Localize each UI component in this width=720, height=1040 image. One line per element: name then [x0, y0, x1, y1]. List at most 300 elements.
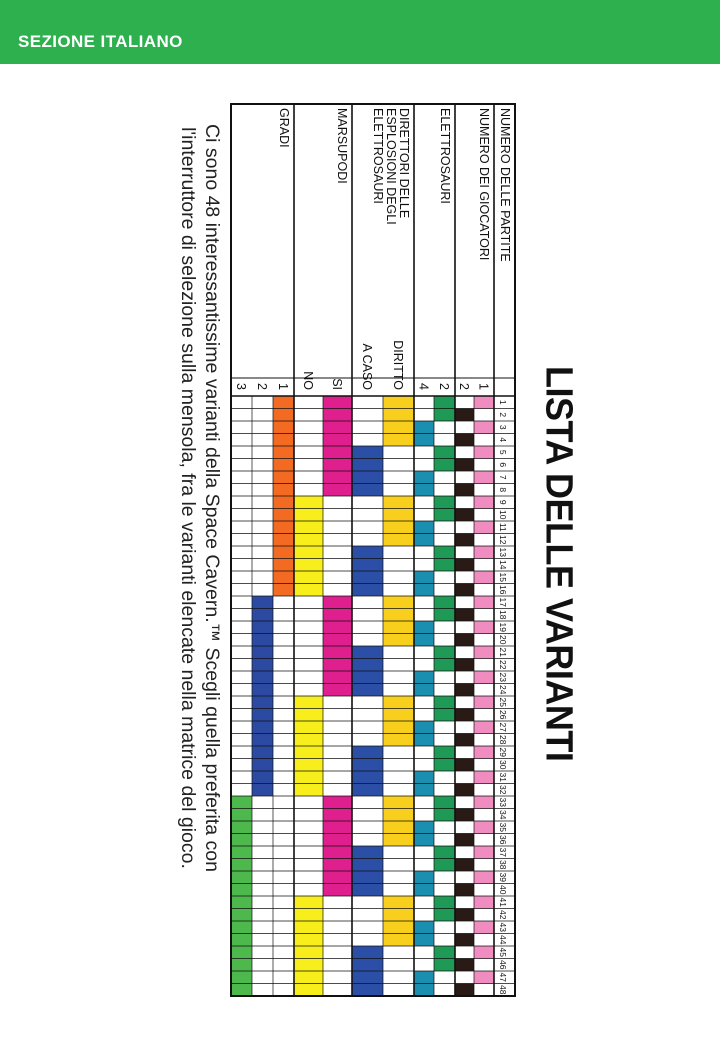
variant-cell-r1-s1-g24	[455, 684, 474, 697]
variant-cell-r2-s0-g22	[434, 659, 455, 672]
variant-cell-r1-s1-g16	[455, 584, 474, 597]
game-number-29: 29	[498, 747, 508, 757]
variant-cell-r2-s1-g40	[414, 884, 434, 897]
variant-cell-r1-s0-g47	[474, 971, 494, 984]
game-number-33: 33	[498, 797, 508, 807]
row-label-3: ESPLOSIONI DEGLI	[384, 108, 398, 225]
variant-cell-r5-s2-g38	[231, 859, 252, 872]
variant-cell-r3-s0-g17	[383, 596, 414, 609]
variant-cell-r5-s2-g48	[231, 984, 252, 997]
variant-cell-r3-s1-g29	[352, 746, 383, 759]
variant-cell-r3-s0-g26	[383, 709, 414, 722]
option-label-2-1: 4	[416, 383, 431, 390]
game-number-12: 12	[498, 535, 508, 545]
variant-cell-r4-s1-g16	[294, 584, 323, 597]
game-number-20: 20	[498, 635, 508, 645]
game-number-15: 15	[498, 572, 508, 582]
game-number-32: 32	[498, 785, 508, 795]
variant-cell-r3-s1-g22	[352, 659, 383, 672]
variant-cell-r3-s1-g24	[352, 684, 383, 697]
variant-cell-r1-s0-g23	[474, 671, 494, 684]
variant-cell-r2-s0-g46	[434, 959, 455, 972]
variant-cell-r3-s1-g14	[352, 559, 383, 572]
option-label-3-1: A CASO	[360, 343, 374, 390]
variant-cell-r1-s1-g6	[455, 459, 474, 472]
variant-cell-r4-s1-g14	[294, 559, 323, 572]
variant-cell-r4-s1-g32	[294, 784, 323, 797]
variant-cell-r1-s0-g45	[474, 946, 494, 959]
variant-cell-r3-s0-g4	[383, 434, 414, 447]
variant-cell-r5-s1-g17	[252, 596, 273, 609]
variant-cell-r3-s1-g8	[352, 484, 383, 497]
variant-cell-r5-s1-g27	[252, 721, 273, 734]
variant-cell-r5-s1-g18	[252, 609, 273, 622]
variant-cell-r4-s0-g2	[323, 409, 352, 422]
variant-cell-r1-s0-g39	[474, 871, 494, 884]
variant-cell-r3-s0-g33	[383, 796, 414, 809]
variant-cell-r5-s2-g33	[231, 796, 252, 809]
variant-cell-r5-s1-g30	[252, 759, 273, 772]
variant-cell-r4-s0-g3	[323, 421, 352, 434]
variant-cell-r2-s1-g44	[414, 934, 434, 947]
variant-cell-r5-s1-g28	[252, 734, 273, 747]
variant-cell-r4-s1-g45	[294, 946, 323, 959]
variant-cell-r2-s0-g10	[434, 509, 455, 522]
game-number-37: 37	[498, 847, 508, 857]
variant-cell-r4-s1-g9	[294, 496, 323, 509]
option-label-2-0: 2	[437, 383, 451, 390]
game-number-26: 26	[498, 710, 508, 720]
variant-cell-r4-s0-g37	[323, 846, 352, 859]
variant-cell-r3-s0-g9	[383, 496, 414, 509]
variant-cell-r5-s0-g6	[273, 459, 294, 472]
variant-cell-r2-s0-g6	[434, 459, 455, 472]
variant-cell-r5-s1-g23	[252, 671, 273, 684]
variant-cell-r2-s0-g41	[434, 896, 455, 909]
variant-cell-r3-s0-g42	[383, 909, 414, 922]
variant-cell-r1-s1-g38	[455, 859, 474, 872]
variant-cell-r2-s1-g31	[414, 771, 434, 784]
game-number-11: 11	[498, 522, 508, 532]
variant-cell-r2-s1-g16	[414, 584, 434, 597]
variant-cell-r1-s1-g40	[455, 884, 474, 897]
option-label-5-2: 3	[234, 383, 248, 390]
game-number-48: 48	[498, 985, 508, 995]
variant-cell-r3-s1-g40	[352, 884, 383, 897]
variant-cell-r3-s0-g34	[383, 809, 414, 822]
variant-cell-r3-s0-g11	[383, 521, 414, 534]
variant-cell-r2-s0-g5	[434, 446, 455, 459]
variant-cell-r3-s1-g23	[352, 671, 383, 684]
row-label-1: NUMERO DEI GIOCATORI	[477, 108, 491, 261]
variant-cell-r2-s1-g48	[414, 984, 434, 997]
variant-cell-r2-s0-g26	[434, 709, 455, 722]
variant-cell-r5-s0-g3	[273, 421, 294, 434]
variant-cell-r5-s2-g40	[231, 884, 252, 897]
variant-cell-r3-s0-g19	[383, 621, 414, 634]
game-number-4: 4	[498, 437, 508, 443]
variant-cell-r1-s1-g46	[455, 959, 474, 972]
variant-cell-r1-s1-g12	[455, 534, 474, 547]
variant-cell-r1-s0-g21	[474, 646, 494, 659]
variant-cell-r1-s1-g4	[455, 434, 474, 447]
game-number-17: 17	[498, 597, 508, 607]
variant-cell-r5-s1-g29	[252, 746, 273, 759]
variant-cell-r4-s0-g22	[323, 659, 352, 672]
variant-cell-r3-s1-g15	[352, 571, 383, 584]
variant-cell-r1-s0-g19	[474, 621, 494, 634]
variant-cell-r2-s1-g36	[414, 834, 434, 847]
variant-cell-r5-s0-g8	[273, 484, 294, 497]
variant-cell-r1-s0-g27	[474, 721, 494, 734]
variant-cell-r2-s1-g23	[414, 671, 434, 684]
variant-cell-r1-s0-g5	[474, 446, 494, 459]
variant-cell-r3-s1-g37	[352, 846, 383, 859]
variant-cell-r3-s1-g16	[352, 584, 383, 597]
game-number-30: 30	[498, 760, 508, 770]
variant-cell-r5-s0-g15	[273, 571, 294, 584]
game-number-25: 25	[498, 697, 508, 707]
variant-cell-r1-s0-g7	[474, 471, 494, 484]
variant-cell-r4-s1-g25	[294, 696, 323, 709]
variant-cell-r3-s0-g12	[383, 534, 414, 547]
variant-cell-r4-s0-g38	[323, 859, 352, 872]
variant-cell-r5-s0-g5	[273, 446, 294, 459]
variant-cell-r1-s1-g42	[455, 909, 474, 922]
variant-cell-r4-s1-g30	[294, 759, 323, 772]
game-number-35: 35	[498, 822, 508, 832]
variant-cell-r4-s0-g34	[323, 809, 352, 822]
variant-cell-r5-s0-g13	[273, 546, 294, 559]
variant-cell-r3-s1-g46	[352, 959, 383, 972]
variant-cell-r4-s0-g24	[323, 684, 352, 697]
variant-cell-r5-s2-g45	[231, 946, 252, 959]
variant-cell-r1-s1-g32	[455, 784, 474, 797]
variant-cell-r4-s1-g46	[294, 959, 323, 972]
variant-cell-r3-s0-g28	[383, 734, 414, 747]
variant-cell-r2-s0-g2	[434, 409, 455, 422]
variant-cell-r2-s1-g28	[414, 734, 434, 747]
variant-cell-r4-s0-g18	[323, 609, 352, 622]
game-number-7: 7	[498, 474, 508, 480]
variant-cell-r5-s1-g24	[252, 684, 273, 697]
option-label-4-1: NO	[301, 371, 315, 390]
variant-cell-r4-s1-g29	[294, 746, 323, 759]
variant-cell-r2-s0-g21	[434, 646, 455, 659]
variant-cell-r4-s0-g6	[323, 459, 352, 472]
variant-cell-r5-s1-g31	[252, 771, 273, 784]
page-title: LISTA DELLE VARIANTI	[538, 366, 582, 762]
game-number-38: 38	[498, 860, 508, 870]
variant-cell-r4-s1-g10	[294, 509, 323, 522]
variant-cell-r1-s1-g36	[455, 834, 474, 847]
game-number-34: 34	[498, 810, 508, 820]
variant-cell-r3-s1-g38	[352, 859, 383, 872]
variant-cell-r4-s0-g39	[323, 871, 352, 884]
variant-cell-r1-s0-g1	[474, 396, 494, 409]
variant-cell-r1-s0-g43	[474, 921, 494, 934]
game-number-47: 47	[498, 972, 508, 982]
game-number-46: 46	[498, 960, 508, 970]
variant-cell-r5-s2-g43	[231, 921, 252, 934]
variant-cell-r1-s1-g34	[455, 809, 474, 822]
variant-cell-r4-s0-g35	[323, 821, 352, 834]
variant-cell-r1-s0-g25	[474, 696, 494, 709]
variant-cell-r4-s1-g12	[294, 534, 323, 547]
variant-cell-r5-s1-g32	[252, 784, 273, 797]
variant-cell-r5-s2-g44	[231, 934, 252, 947]
variant-cell-r4-s1-g15	[294, 571, 323, 584]
variant-cell-r2-s0-g9	[434, 496, 455, 509]
option-label-4-0: SI	[330, 378, 344, 390]
caption-text: Ci sono 48 interessantissime varianti della Space Cavern.™ Scegli quella preferita con l'interruttore di selezione sulla mensola, fra le varianti elencate nella matrice del gioco.	[177, 124, 223, 872]
variant-cell-r5-s0-g4	[273, 434, 294, 447]
variant-cell-r1-s1-g8	[455, 484, 474, 497]
variant-cell-r3-s0-g2	[383, 409, 414, 422]
variant-cell-r2-s1-g39	[414, 871, 434, 884]
game-number-40: 40	[498, 885, 508, 895]
variant-cell-r2-s1-g15	[414, 571, 434, 584]
variant-cell-r5-s2-g41	[231, 896, 252, 909]
variant-cell-r1-s1-g22	[455, 659, 474, 672]
row-label-0: NUMERO DELLE PARTITE	[498, 108, 512, 262]
variant-cell-r2-s1-g43	[414, 921, 434, 934]
variant-cell-r2-s0-g30	[434, 759, 455, 772]
section-title: SEZIONE ITALIANO	[18, 32, 183, 51]
variant-cell-r1-s0-g37	[474, 846, 494, 859]
game-number-8: 8	[498, 487, 508, 493]
variant-cell-r1-s0-g31	[474, 771, 494, 784]
variant-cell-r2-s0-g45	[434, 946, 455, 959]
game-number-5: 5	[498, 449, 508, 455]
variant-cell-r1-s0-g17	[474, 596, 494, 609]
variant-cell-r5-s2-g34	[231, 809, 252, 822]
variant-cell-r4-s1-g26	[294, 709, 323, 722]
variant-cell-r1-s0-g3	[474, 421, 494, 434]
variant-cell-r2-s1-g20	[414, 634, 434, 647]
variant-cell-r1-s1-g14	[455, 559, 474, 572]
variant-cell-r2-s0-g14	[434, 559, 455, 572]
variant-cell-r4-s0-g21	[323, 646, 352, 659]
game-number-19: 19	[498, 622, 508, 632]
variant-cell-r4-s1-g41	[294, 896, 323, 909]
variant-cell-r3-s1-g45	[352, 946, 383, 959]
variant-cell-r5-s0-g2	[273, 409, 294, 422]
variant-cell-r1-s1-g28	[455, 734, 474, 747]
variant-cell-r2-s1-g12	[414, 534, 434, 547]
variant-cell-r5-s2-g37	[231, 846, 252, 859]
variant-cell-r5-s0-g10	[273, 509, 294, 522]
game-number-43: 43	[498, 922, 508, 932]
game-number-2: 2	[498, 412, 508, 418]
variant-cell-r2-s1-g4	[414, 434, 434, 447]
variant-cell-r4-s0-g17	[323, 596, 352, 609]
variant-cell-r4-s1-g27	[294, 721, 323, 734]
game-number-27: 27	[498, 722, 508, 732]
variant-cell-r3-s0-g10	[383, 509, 414, 522]
variant-cell-r3-s0-g44	[383, 934, 414, 947]
game-number-23: 23	[498, 672, 508, 682]
variant-cell-r5-s1-g19	[252, 621, 273, 634]
variant-cell-r5-s0-g7	[273, 471, 294, 484]
variant-cell-r4-s0-g5	[323, 446, 352, 459]
variant-cell-r3-s0-g35	[383, 821, 414, 834]
variant-cell-r5-s0-g1	[273, 396, 294, 409]
variant-cell-r5-s2-g47	[231, 971, 252, 984]
variant-cell-r3-s1-g48	[352, 984, 383, 997]
variant-cell-r3-s1-g21	[352, 646, 383, 659]
variant-cell-r2-s0-g25	[434, 696, 455, 709]
variant-cell-r1-s1-g44	[455, 934, 474, 947]
game-number-10: 10	[498, 510, 508, 520]
variant-cell-r2-s0-g42	[434, 909, 455, 922]
variant-cell-r5-s2-g42	[231, 909, 252, 922]
variant-cell-r5-s1-g22	[252, 659, 273, 672]
row-label-2: ELETTROSAURI	[438, 108, 452, 204]
variant-cell-r1-s1-g30	[455, 759, 474, 772]
variant-cell-r4-s1-g48	[294, 984, 323, 997]
variant-cell-r3-s1-g31	[352, 771, 383, 784]
variant-cell-r2-s0-g18	[434, 609, 455, 622]
game-number-21: 21	[498, 647, 508, 657]
game-number-24: 24	[498, 685, 508, 695]
variant-cell-r1-s1-g48	[455, 984, 474, 997]
variant-cell-r1-s0-g15	[474, 571, 494, 584]
variant-cell-r4-s0-g33	[323, 796, 352, 809]
variant-cell-r4-s1-g31	[294, 771, 323, 784]
game-number-39: 39	[498, 872, 508, 882]
variant-cell-r4-s1-g42	[294, 909, 323, 922]
variant-cell-r4-s0-g8	[323, 484, 352, 497]
variant-cell-r3-s1-g13	[352, 546, 383, 559]
variant-cell-r3-s0-g43	[383, 921, 414, 934]
variant-cell-r3-s0-g41	[383, 896, 414, 909]
variant-cell-r2-s0-g33	[434, 796, 455, 809]
variant-cell-r5-s1-g25	[252, 696, 273, 709]
variant-cell-r2-s1-g24	[414, 684, 434, 697]
game-number-1: 1	[498, 399, 508, 405]
variant-cell-r4-s1-g11	[294, 521, 323, 534]
variant-cell-r4-s1-g13	[294, 546, 323, 559]
variant-cell-r4-s0-g23	[323, 671, 352, 684]
variant-cell-r2-s1-g35	[414, 821, 434, 834]
row-label-3: ELETTROSAURI	[371, 108, 385, 204]
variant-cell-r5-s0-g9	[273, 496, 294, 509]
variant-cell-r1-s0-g35	[474, 821, 494, 834]
variant-cell-r3-s0-g3	[383, 421, 414, 434]
variant-cell-r3-s1-g30	[352, 759, 383, 772]
option-label-5-1: 2	[255, 383, 269, 390]
variant-cell-r2-s0-g37	[434, 846, 455, 859]
variant-cell-r5-s1-g26	[252, 709, 273, 722]
variant-cell-r2-s0-g13	[434, 546, 455, 559]
variant-cell-r1-s0-g9	[474, 496, 494, 509]
variant-cell-r5-s0-g14	[273, 559, 294, 572]
variant-cell-r5-s2-g35	[231, 821, 252, 834]
game-number-14: 14	[498, 560, 508, 570]
game-number-22: 22	[498, 660, 508, 670]
variant-cell-r3-s0-g36	[383, 834, 414, 847]
game-number-9: 9	[498, 499, 508, 505]
variant-cell-r1-s0-g13	[474, 546, 494, 559]
variant-cell-r4-s0-g40	[323, 884, 352, 897]
variant-cell-r2-s1-g32	[414, 784, 434, 797]
variant-cell-r2-s1-g47	[414, 971, 434, 984]
variant-cell-r3-s1-g47	[352, 971, 383, 984]
variant-cell-r3-s1-g5	[352, 446, 383, 459]
variant-cell-r4-s0-g20	[323, 634, 352, 647]
variant-cell-r2-s1-g11	[414, 521, 434, 534]
variant-cell-r4-s0-g19	[323, 621, 352, 634]
game-number-6: 6	[498, 462, 508, 468]
variant-cell-r5-s0-g11	[273, 521, 294, 534]
variant-cell-r3-s1-g32	[352, 784, 383, 797]
variant-cell-r4-s0-g4	[323, 434, 352, 447]
variant-cell-r3-s1-g6	[352, 459, 383, 472]
game-number-42: 42	[498, 910, 508, 920]
variant-cell-r4-s1-g43	[294, 921, 323, 934]
game-number-45: 45	[498, 947, 508, 957]
variant-cell-r4-s0-g36	[323, 834, 352, 847]
variant-cell-r5-s2-g39	[231, 871, 252, 884]
row-label-3: DIRETTORI DELLE	[397, 108, 411, 219]
variant-cell-r2-s1-g27	[414, 721, 434, 734]
variant-cell-r5-s2-g36	[231, 834, 252, 847]
variant-cell-r1-s0-g11	[474, 521, 494, 534]
option-label-5-0: 1	[276, 383, 290, 390]
variant-cell-r3-s1-g39	[352, 871, 383, 884]
variant-cell-r2-s1-g8	[414, 484, 434, 497]
row-label-4: MARSUPODI	[335, 108, 349, 184]
variant-cell-r3-s0-g20	[383, 634, 414, 647]
game-number-18: 18	[498, 610, 508, 620]
variant-cell-r1-s0-g41	[474, 896, 494, 909]
option-label-1-0: 1	[476, 383, 491, 390]
variant-cell-r1-s1-g18	[455, 609, 474, 622]
variant-cell-r1-s1-g2	[455, 409, 474, 422]
variant-cell-r2-s0-g1	[434, 396, 455, 409]
variant-cell-r3-s0-g27	[383, 721, 414, 734]
variant-cell-r2-s0-g29	[434, 746, 455, 759]
variant-cell-r2-s1-g3	[414, 421, 434, 434]
variant-cell-r3-s0-g18	[383, 609, 414, 622]
variant-cell-r5-s1-g21	[252, 646, 273, 659]
variant-cell-r3-s1-g7	[352, 471, 383, 484]
game-number-3: 3	[498, 424, 508, 430]
variant-cell-r5-s0-g16	[273, 584, 294, 597]
option-label-1-1: 2	[457, 383, 471, 390]
variant-cell-r2-s0-g38	[434, 859, 455, 872]
game-number-44: 44	[498, 935, 508, 945]
variant-cell-r2-s0-g17	[434, 596, 455, 609]
game-number-28: 28	[498, 735, 508, 745]
variant-cell-r4-s0-g7	[323, 471, 352, 484]
variant-cell-r4-s1-g28	[294, 734, 323, 747]
variant-cell-r2-s0-g34	[434, 809, 455, 822]
game-number-36: 36	[498, 835, 508, 845]
variant-cell-r3-s0-g1	[383, 396, 414, 409]
variant-cell-r5-s0-g12	[273, 534, 294, 547]
variant-cell-r3-s0-g25	[383, 696, 414, 709]
game-number-31: 31	[498, 772, 508, 782]
game-number-16: 16	[498, 585, 508, 595]
game-number-41: 41	[498, 897, 508, 907]
variant-cell-r1-s1-g10	[455, 509, 474, 522]
variant-cell-r4-s0-g1	[323, 396, 352, 409]
row-label-5: GRADI	[277, 108, 291, 148]
option-label-3-0: DIRITTO	[391, 340, 405, 390]
variant-cell-r4-s1-g47	[294, 971, 323, 984]
